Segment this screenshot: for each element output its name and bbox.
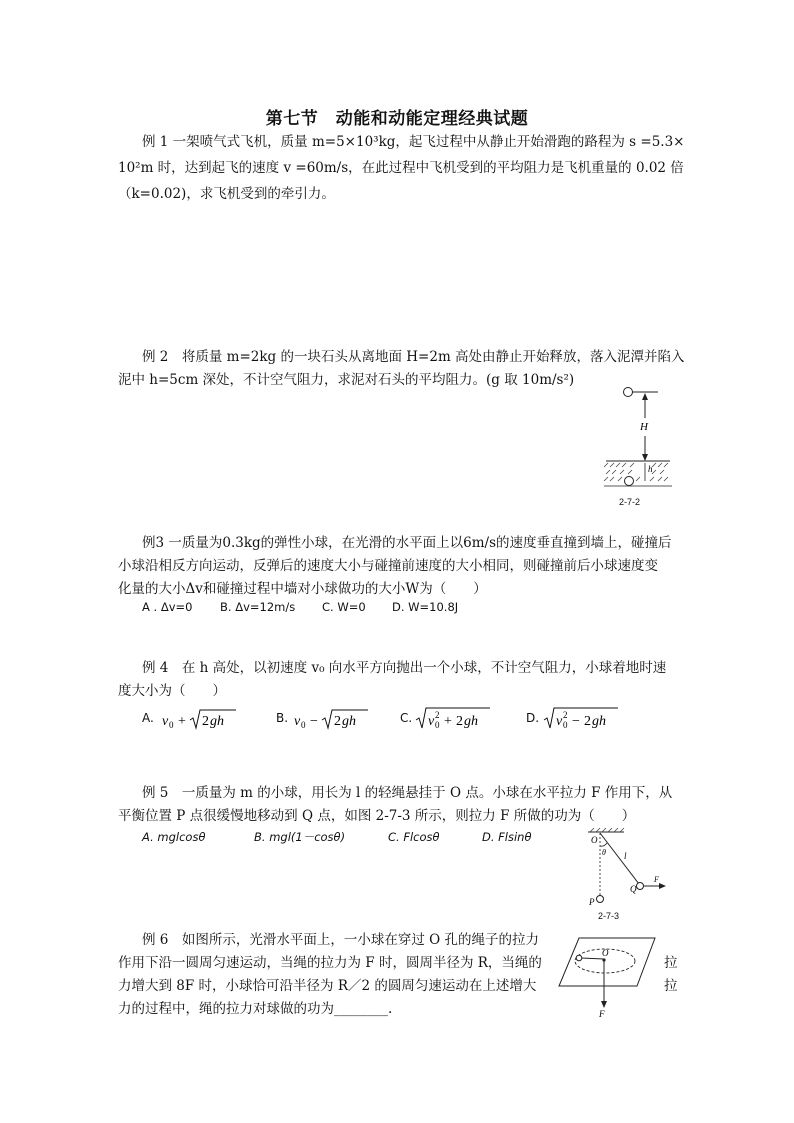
ex3-option-c: C. W=0 bbox=[322, 600, 366, 614]
svg-text:v: v bbox=[428, 714, 435, 729]
ex6-line-4: 力的过程中，绳的拉力对球做的功为________. bbox=[118, 1001, 393, 1017]
ex4-option-c-letter: C. bbox=[400, 711, 413, 725]
ex4-line-1: 例 4 在 h 高处，以初速度 v₀ 向水平方向抛出一个小球，不计空气阻力，小球着地时速 bbox=[142, 660, 667, 676]
figure-2-7-3 bbox=[582, 826, 682, 912]
svg-text:v: v bbox=[294, 714, 301, 729]
ex4-line-2: 度大小为（ ） bbox=[118, 683, 226, 699]
page-title: 第七节 动能和动能定理经典试题 bbox=[265, 109, 529, 129]
svg-text:−: − bbox=[310, 714, 318, 729]
ball-Q-circle bbox=[637, 883, 644, 890]
pivot-O-label: O bbox=[591, 835, 598, 845]
ex6-line-1: 例 6 如图所示，光滑水平面上，一小球在穿过 O 孔的绳子的拉力 bbox=[142, 932, 540, 948]
hole-O-label: O bbox=[602, 948, 609, 958]
svg-text:+: + bbox=[178, 714, 186, 729]
svg-text:−: − bbox=[572, 714, 580, 729]
stone-top-circle bbox=[624, 388, 633, 397]
ex1-line-2: 10²m 时，达到起飞的速度 v =60m/s，在此过程中飞机受到的平均阻力是飞机重量的 0.02 倍 bbox=[118, 160, 684, 176]
figure-ex6 bbox=[553, 934, 659, 1020]
svg-text:v: v bbox=[162, 714, 169, 729]
ex3-option-b: B. Δv=12m/s bbox=[220, 600, 296, 614]
height-H-label: H bbox=[640, 421, 648, 433]
length-l-label: l bbox=[624, 851, 627, 861]
figure-2-7-2 bbox=[598, 384, 698, 502]
svg-text:2: 2 bbox=[456, 714, 463, 729]
ex3-line-2: 小球沿相反方向运动，反弹后的速度大小与碰撞前速度的大小相同，则碰撞前后小球速度变 bbox=[118, 558, 658, 574]
ex3-options bbox=[142, 600, 458, 614]
ex4-option-a-formula bbox=[160, 706, 240, 732]
arrow-right-icon bbox=[659, 883, 666, 889]
figure-2-7-3-caption: 2-7-3 bbox=[598, 911, 620, 921]
stone-bottom-circle bbox=[625, 477, 634, 486]
ceiling-hatching bbox=[590, 828, 624, 832]
rope-line bbox=[600, 833, 639, 884]
ex1-line-3: （k=0.02)，求飞机受到的牵引力。 bbox=[118, 186, 335, 202]
ex4-option-d-letter: D. bbox=[526, 711, 540, 725]
small-ball bbox=[576, 955, 582, 961]
horizontal-plane bbox=[559, 938, 655, 986]
svg-text:2: 2 bbox=[202, 714, 209, 729]
theta-label: θ bbox=[602, 848, 606, 857]
svg-text:v: v bbox=[556, 714, 563, 729]
svg-text:0: 0 bbox=[301, 720, 306, 730]
ex4-option-b-letter: B. bbox=[276, 711, 289, 725]
point-P-label: P bbox=[589, 897, 595, 907]
ex3-line-3: 化量的大小Δv和碰撞过程中墙对小球做功的大小W为（ ） bbox=[118, 581, 487, 597]
ex5-option-d: D. Flsinθ bbox=[482, 830, 532, 844]
ball-P-circle bbox=[597, 896, 604, 903]
point-Q-label: Q bbox=[630, 884, 637, 894]
ex6-line-3: 力增大到 8F 时，小球恰可沿半径为 R／2 的圆周匀速运动在上述增大 bbox=[118, 978, 537, 994]
ex3-option-d: D. W=10.8J bbox=[392, 600, 459, 614]
ex5-line-1: 例 5 一质量为 m 的小球，用长为 l 的轻绳悬挂于 O 点。小球在水平拉力 F 作用下，从 bbox=[142, 785, 673, 801]
force-F-label: F bbox=[654, 875, 659, 884]
force-F-label: F bbox=[599, 1009, 605, 1019]
ex4-option-c-formula bbox=[414, 704, 494, 732]
svg-text:2: 2 bbox=[334, 714, 341, 729]
angle-arc bbox=[600, 843, 607, 846]
ex3-line-1: 例3 一质量为0.3kg的弹性小球，在光滑的水平面上以6m/s的速度垂直撞到墙上，碰撞后 bbox=[142, 535, 672, 551]
ex4-option-a-letter: A. bbox=[142, 711, 154, 725]
ex5-line-2: 平衡位置 P 点很缓慢地移动到 Q 点，如图 2-7-3 所示，则拉力 F 所做的功为（ ） bbox=[118, 808, 636, 824]
svg-text:0: 0 bbox=[563, 720, 568, 730]
ex4-option-b-formula bbox=[292, 706, 372, 732]
ex6-line-2-tail: 拉 bbox=[664, 955, 678, 971]
string-line bbox=[581, 958, 604, 959]
ex5-option-c: C. Flcosθ bbox=[388, 830, 440, 844]
figure-2-7-2-caption: 2-7-2 bbox=[619, 497, 641, 507]
svg-text:+: + bbox=[444, 714, 452, 729]
svg-text:2: 2 bbox=[563, 710, 568, 720]
arrow-up-icon bbox=[642, 393, 648, 400]
depth-h-label: h bbox=[648, 464, 653, 474]
ex4-option-d-formula bbox=[542, 704, 622, 732]
ex5-option-b: B. mgl(1－cosθ) bbox=[254, 830, 346, 844]
svg-text:gh: gh bbox=[342, 714, 356, 729]
ex2-line-1: 例 2 将质量 m=2kg 的一块石头从离地面 H=2m 高处由静止开始释放，落入泥潭并陷入 bbox=[142, 349, 685, 365]
ex6-line-2: 作用下沿一圆周匀速运动，当绳的拉力为 F 时，圆周半径为 R，当绳的 bbox=[118, 955, 542, 971]
arrow-down-icon bbox=[642, 454, 648, 461]
svg-text:0: 0 bbox=[435, 720, 440, 730]
svg-text:2: 2 bbox=[435, 710, 440, 720]
ex1-line-1: 例 1 一架喷气式飞机，质量 m=5×10³kg，起飞过程中从静止开始滑跑的路程为 s =5.3× bbox=[142, 134, 685, 150]
svg-text:gh: gh bbox=[592, 714, 606, 729]
ex6-line-3-tail: 拉 bbox=[664, 978, 678, 994]
svg-text:gh: gh bbox=[464, 714, 478, 729]
mud-hatching bbox=[604, 463, 668, 481]
arrow-down-icon bbox=[601, 1001, 607, 1008]
svg-text:2: 2 bbox=[584, 714, 591, 729]
ex2-line-2: 泥中 h=5cm 深处，不计空气阻力，求泥对石头的平均阻力。(g 取 10m/s²) bbox=[118, 372, 575, 388]
ex5-option-a: A. mglcosθ bbox=[142, 830, 206, 844]
ex3-option-a: A . Δv=0 bbox=[142, 600, 193, 614]
ex5-options bbox=[142, 829, 532, 845]
svg-text:gh: gh bbox=[210, 714, 224, 729]
svg-text:0: 0 bbox=[169, 720, 174, 730]
